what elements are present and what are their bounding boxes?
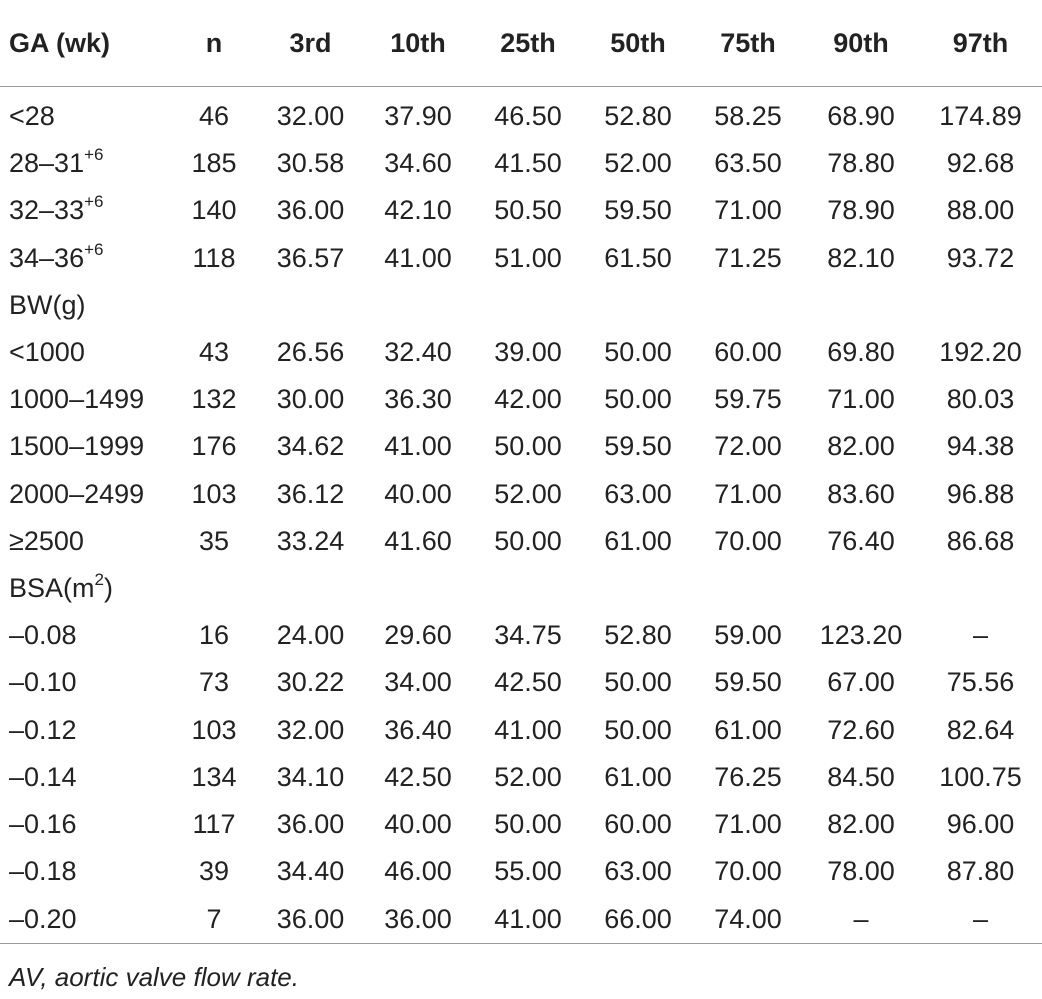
table-cell: 41.50 (494, 148, 562, 179)
table-cell (919, 282, 1042, 329)
table-row (0, 706, 1042, 753)
table-cell: 41.00 (473, 895, 583, 944)
row-label (0, 282, 170, 329)
table-cell: 36.12 (276, 478, 345, 509)
row-label-text: 32–33 (9, 195, 85, 226)
table-cell: 30.58 (276, 148, 345, 179)
table-cell: 82.64 (946, 714, 1015, 745)
table-cell (583, 282, 693, 329)
row-label-text: ≥2500 (9, 525, 84, 556)
table-cell: 87.80 (946, 856, 1015, 887)
row-label (0, 565, 170, 612)
table-cell (473, 565, 583, 612)
table-cell: 103 (191, 714, 237, 745)
table-cell: 71.00 (714, 195, 782, 226)
table-cell: 73 (198, 667, 230, 698)
table-row (0, 518, 1042, 565)
table-cell: 59.50 (714, 667, 782, 698)
row-label-text: 1000–1499 (9, 384, 145, 415)
table-cell: 59.00 (714, 620, 782, 651)
table-cell: 74.00 (693, 895, 803, 944)
table-row (0, 187, 1042, 234)
table-row (0, 612, 1042, 659)
table-cell: 66.00 (583, 895, 693, 944)
row-label (0, 518, 170, 565)
table-cell: 72.00 (714, 431, 782, 462)
table-cell: 50.00 (604, 337, 672, 368)
table-cell: 50.00 (604, 714, 672, 745)
table-cell: 71.25 (714, 242, 782, 273)
row-label (0, 848, 170, 895)
row-label-text: –0.12 (9, 714, 77, 745)
table-cell: 140 (191, 195, 237, 226)
table-cell (583, 565, 693, 612)
table-cell: 60.00 (714, 337, 782, 368)
table-cell: 76.25 (714, 761, 782, 792)
table-cell: 192.20 (939, 337, 1022, 368)
table-row (0, 848, 1042, 895)
row-label (0, 329, 170, 376)
table-cell: 117 (192, 808, 236, 839)
table-cell: 69.80 (827, 337, 895, 368)
table-cell: 24.00 (276, 620, 345, 651)
table-cell: 46.00 (384, 856, 452, 887)
table-cell (258, 282, 363, 329)
row-label (0, 187, 170, 234)
table-cell: 43 (198, 337, 230, 368)
table-cell: – (803, 895, 919, 944)
table-row (0, 329, 1042, 376)
table-cell: 7 (170, 895, 258, 944)
table-cell (803, 565, 919, 612)
table-cell: 29.60 (384, 620, 452, 651)
table-row (0, 87, 1042, 141)
table-cell: 100.75 (939, 761, 1022, 792)
table-cell: 61.00 (604, 761, 672, 792)
table-cell: 52.80 (604, 101, 672, 132)
table-cell: 36.40 (384, 714, 452, 745)
table-cell: 34.00 (384, 667, 452, 698)
table-cell: 34.40 (276, 856, 345, 887)
table-cell (693, 282, 803, 329)
table-cell: 92.68 (946, 148, 1015, 179)
table-cell: 32.00 (276, 101, 345, 132)
table-cell: 36.30 (384, 384, 452, 415)
table-cell: 83.60 (827, 478, 895, 509)
table-cell: 78.90 (827, 195, 895, 226)
header-cell: 90th (803, 0, 919, 87)
table-cell: 63.00 (604, 478, 672, 509)
header-cell: 97th (919, 0, 1042, 87)
table-cell: 42.50 (494, 667, 562, 698)
table-cell: 78.80 (827, 148, 895, 179)
table-cell: 96.00 (946, 808, 1015, 839)
table-cell: 68.90 (827, 101, 895, 132)
table-cell: 71.00 (714, 478, 782, 509)
header-cell: 3rd (258, 0, 363, 87)
table-cell: 71.00 (827, 384, 895, 415)
table-cell: 70.00 (714, 525, 782, 556)
table-cell: 185 (191, 148, 237, 179)
row-label (0, 754, 170, 801)
row-label-text: 28–31 (9, 148, 85, 179)
row-label-suffix: ) (103, 572, 113, 603)
row-label-superscript: +6 (84, 145, 104, 165)
header-cell: 50th (583, 0, 693, 87)
table-cell: 78.00 (827, 856, 895, 887)
row-label-text: <1000 (9, 337, 85, 368)
table-cell: 82.00 (827, 808, 895, 839)
table-cell: 40.00 (384, 808, 452, 839)
table-cell: 32.00 (276, 714, 345, 745)
table-cell: 80.03 (946, 384, 1015, 415)
table-row (0, 471, 1042, 518)
header-row (0, 0, 1042, 87)
table-cell: 132 (191, 384, 237, 415)
row-label-superscript: 2 (94, 569, 104, 589)
table-cell: 41.60 (384, 525, 452, 556)
table-cell: 39 (198, 856, 230, 887)
table-cell: 52.00 (604, 148, 672, 179)
table-cell: 50.50 (494, 195, 562, 226)
row-label (0, 471, 170, 518)
row-label (0, 659, 170, 706)
table-row (0, 565, 1042, 612)
table-cell: 61.50 (604, 242, 672, 273)
table-cell: 63.50 (714, 148, 782, 179)
row-label-superscript: +6 (84, 239, 104, 259)
table-row (0, 754, 1042, 801)
table-cell (170, 282, 258, 329)
table-cell: 59.50 (604, 431, 672, 462)
table-cell: 36.57 (276, 242, 345, 273)
table-cell: 96.88 (946, 478, 1015, 509)
table-row (0, 895, 1042, 944)
row-label-text: BW(g) (9, 289, 86, 320)
table-cell: 33.24 (276, 525, 345, 556)
footnote: AV, aortic valve flow rate. (9, 962, 299, 992)
table-cell: 75.56 (946, 667, 1015, 698)
table-row (0, 376, 1042, 423)
table-cell: 42.50 (384, 761, 452, 792)
table-cell (919, 565, 1042, 612)
row-label-text: –0.10 (9, 667, 77, 698)
table-cell: 32.40 (384, 337, 452, 368)
table-cell: 30.00 (276, 384, 345, 415)
row-label-text: 1500–1999 (9, 431, 145, 462)
table-cell: 35 (198, 525, 230, 556)
row-label (0, 706, 170, 753)
table-cell: 70.00 (714, 856, 782, 887)
table-cell: 59.50 (604, 195, 672, 226)
table-cell: 50.00 (494, 525, 562, 556)
table-cell: 36.00 (363, 895, 473, 944)
table-cell: 84.50 (827, 761, 895, 792)
table-cell: 82.00 (827, 431, 895, 462)
table-cell: 103 (191, 478, 237, 509)
header-cell: 25th (473, 0, 583, 87)
row-label (0, 87, 170, 141)
table-row (0, 423, 1042, 470)
header-cell: 10th (363, 0, 473, 87)
table-cell: 50.00 (494, 808, 562, 839)
table-cell: 42.10 (384, 195, 452, 226)
row-label-text: –0.08 (9, 620, 77, 651)
table-cell: 176 (191, 431, 237, 462)
table-cell: 58.25 (714, 101, 782, 132)
table-cell: 51.00 (494, 242, 562, 273)
table-cell: 61.00 (714, 714, 782, 745)
table-cell (170, 565, 258, 612)
header-cell: 75th (693, 0, 803, 87)
table-cell: 50.00 (604, 667, 672, 698)
table-cell: 93.72 (946, 242, 1015, 273)
table-cell: – (972, 620, 989, 651)
table-cell: 34.75 (494, 620, 562, 651)
table-cell: 71.00 (714, 808, 782, 839)
table-cell: 123.20 (819, 620, 903, 651)
row-label-superscript: +6 (84, 192, 104, 212)
row-label-text: <28 (9, 101, 55, 132)
table-cell (693, 565, 803, 612)
table-cell (258, 565, 363, 612)
table-cell: 46 (198, 101, 230, 132)
table-cell: 50.00 (604, 384, 672, 415)
row-label (0, 140, 170, 187)
table-cell (363, 565, 473, 612)
table-cell: 34.62 (276, 431, 345, 462)
row-label-text: –0.20 (9, 903, 77, 934)
table-cell: 41.00 (494, 714, 562, 745)
table-cell: 82.10 (827, 242, 895, 273)
table-cell: 40.00 (384, 478, 452, 509)
row-label (0, 895, 170, 944)
row-label-text: BSA(m (9, 572, 95, 603)
table-cell: 63.00 (604, 856, 672, 887)
table-cell: 61.00 (604, 525, 672, 556)
table-cell (473, 282, 583, 329)
table-cell: 76.40 (827, 525, 895, 556)
table-cell: 118 (192, 242, 236, 273)
table-cell: 59.75 (714, 384, 782, 415)
table-cell: 52.80 (604, 620, 672, 651)
table-cell: 16 (198, 620, 230, 651)
table-cell: 60.00 (604, 808, 672, 839)
table-cell: 39.00 (494, 337, 562, 368)
row-label (0, 235, 170, 282)
table-cell: 46.50 (494, 101, 562, 132)
row-label (0, 612, 170, 659)
table-cell: 41.00 (384, 431, 452, 462)
row-label-text: 34–36 (9, 242, 85, 273)
table-cell: 37.90 (384, 101, 452, 132)
table-cell: 50.00 (494, 431, 562, 462)
table-row (0, 801, 1042, 848)
table-cell: 34.10 (276, 761, 345, 792)
table-cell: 52.00 (494, 478, 562, 509)
table-cell: 174.89 (939, 101, 1022, 132)
table-row (0, 282, 1042, 329)
table-cell: 86.68 (946, 525, 1015, 556)
row-label-text: –0.16 (9, 808, 77, 839)
table-cell (363, 282, 473, 329)
table-cell: 41.00 (384, 242, 452, 273)
row-label (0, 423, 170, 470)
row-label-text: –0.18 (9, 856, 77, 887)
table-cell: 134 (191, 761, 237, 792)
table-cell: 88.00 (946, 195, 1015, 226)
table-cell: 36.00 (258, 895, 363, 944)
table-cell (803, 282, 919, 329)
table-cell: 42.00 (494, 384, 562, 415)
table-cell: 67.00 (827, 667, 895, 698)
table-cell: – (919, 895, 1042, 944)
row-label-text: –0.14 (9, 761, 77, 792)
table-cell: 72.60 (827, 714, 895, 745)
table-cell: 26.56 (276, 337, 345, 368)
table-cell: 52.00 (494, 761, 562, 792)
header-cell: GA (wk) (0, 0, 170, 87)
row-label (0, 376, 170, 423)
table-cell: 36.00 (276, 195, 345, 226)
table-row (0, 659, 1042, 706)
table-body (0, 87, 1042, 944)
table-cell: 34.60 (384, 148, 452, 179)
row-label (0, 801, 170, 848)
header-cell: n (170, 0, 258, 87)
table-cell: 94.38 (946, 431, 1015, 462)
table-cell: 30.22 (276, 667, 345, 698)
table-cell: 36.00 (276, 808, 345, 839)
table-row (0, 235, 1042, 282)
row-label-text: 2000–2499 (9, 478, 145, 509)
table-row (0, 140, 1042, 187)
table-cell: 55.00 (494, 856, 562, 887)
